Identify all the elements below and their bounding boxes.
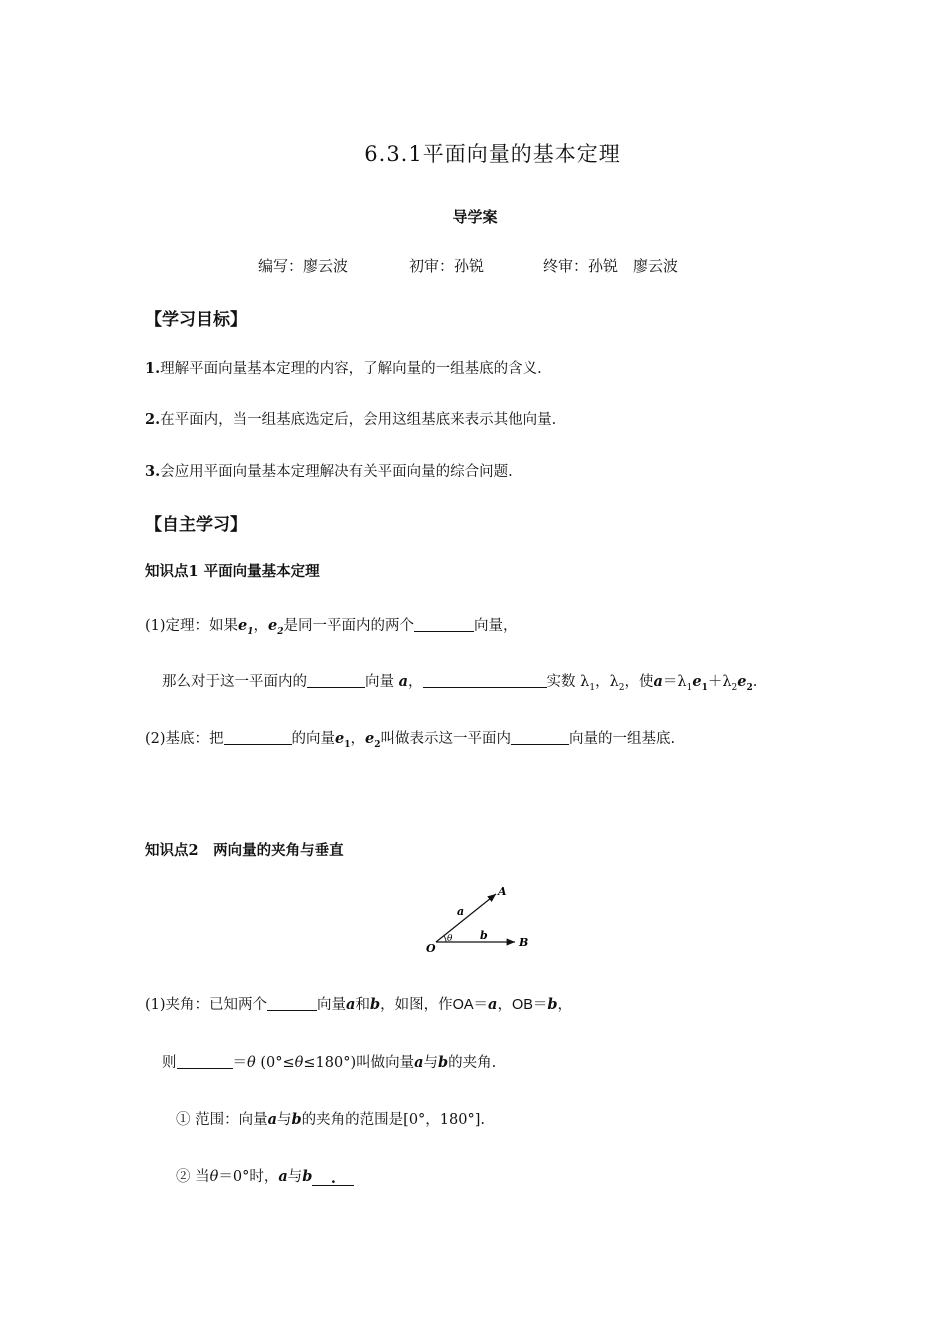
- fill-blank[interactable]: [423, 673, 547, 689]
- angle-figure: [418, 880, 538, 960]
- page-subtitle: 导学案: [452, 208, 498, 226]
- final-review: 终审：孙锐 廖云波: [543, 257, 679, 275]
- fill-blank[interactable]: [414, 617, 474, 633]
- label-b: b: [480, 929, 488, 942]
- angle-arc: [444, 936, 446, 942]
- page-title: 6.3.1平面向量的基本定理: [364, 142, 621, 166]
- fill-blank[interactable]: [307, 673, 365, 689]
- theorem-line-2: 那么对于这一平面内的 向量 a， 实数 $\lambda_1$，$\lambda_2$，使$a=\lambda_1e_1+\lambda_2e_2$.: [162, 673, 758, 693]
- basis-line: (2)基底：把 的向量$e_1$，$e_2$叫做表示这一平面内 向量的一组基底.: [145, 730, 676, 750]
- label-theta: θ: [447, 934, 453, 944]
- section-goals: 【学习目标】: [145, 310, 247, 330]
- kp1-heading: 知识点1 平面向量基本定理: [145, 563, 320, 580]
- theorem-line-1: (1)定理：如果$e_1$，$e_2$是同一平面内的两个 向量，: [145, 617, 518, 637]
- writer: 编写：廖云波: [258, 257, 349, 275]
- fill-blank[interactable]: [511, 730, 569, 746]
- first-review: 初审：孙锐: [409, 257, 485, 275]
- section-self-study: 【自主学习】: [145, 515, 247, 535]
- fill-blank[interactable]: [267, 996, 317, 1012]
- authors-line: [258, 255, 678, 276]
- fill-blank[interactable]: [224, 730, 292, 746]
- label-B: B: [519, 936, 529, 949]
- goal-item: 1.理解平面向量基本定理的内容，了解向量的一组基底的含义.: [145, 360, 542, 377]
- fill-blank[interactable]: .: [312, 1170, 354, 1186]
- goal-item: 2.在平面内，当一组基底选定后，会用这组基底来表示其他向量.: [145, 411, 557, 428]
- zero-angle-item: ② 当θ＝0°时，a与b .: [176, 1165, 354, 1186]
- range-item: ① 范围：向量a与b的夹角的范围是[0°，180°].: [176, 1111, 485, 1128]
- label-A: A: [498, 885, 507, 898]
- kp2-heading: 知识点2 两向量的夹角与垂直: [145, 842, 344, 859]
- angle-line-1: (1)夹角：已知两个 向量a和b，如图，作OA＝a，OB＝b，: [145, 996, 573, 1013]
- label-a: a: [457, 905, 465, 918]
- label-O: O: [426, 942, 436, 955]
- fill-blank[interactable]: [177, 1054, 233, 1070]
- goal-item: 3.会应用平面向量基本定理解决有关平面向量的综合问题.: [145, 463, 513, 480]
- angle-line-2: 则 ＝θ (0°≤θ≤180°)叫做向量a与b的夹角.: [162, 1054, 497, 1071]
